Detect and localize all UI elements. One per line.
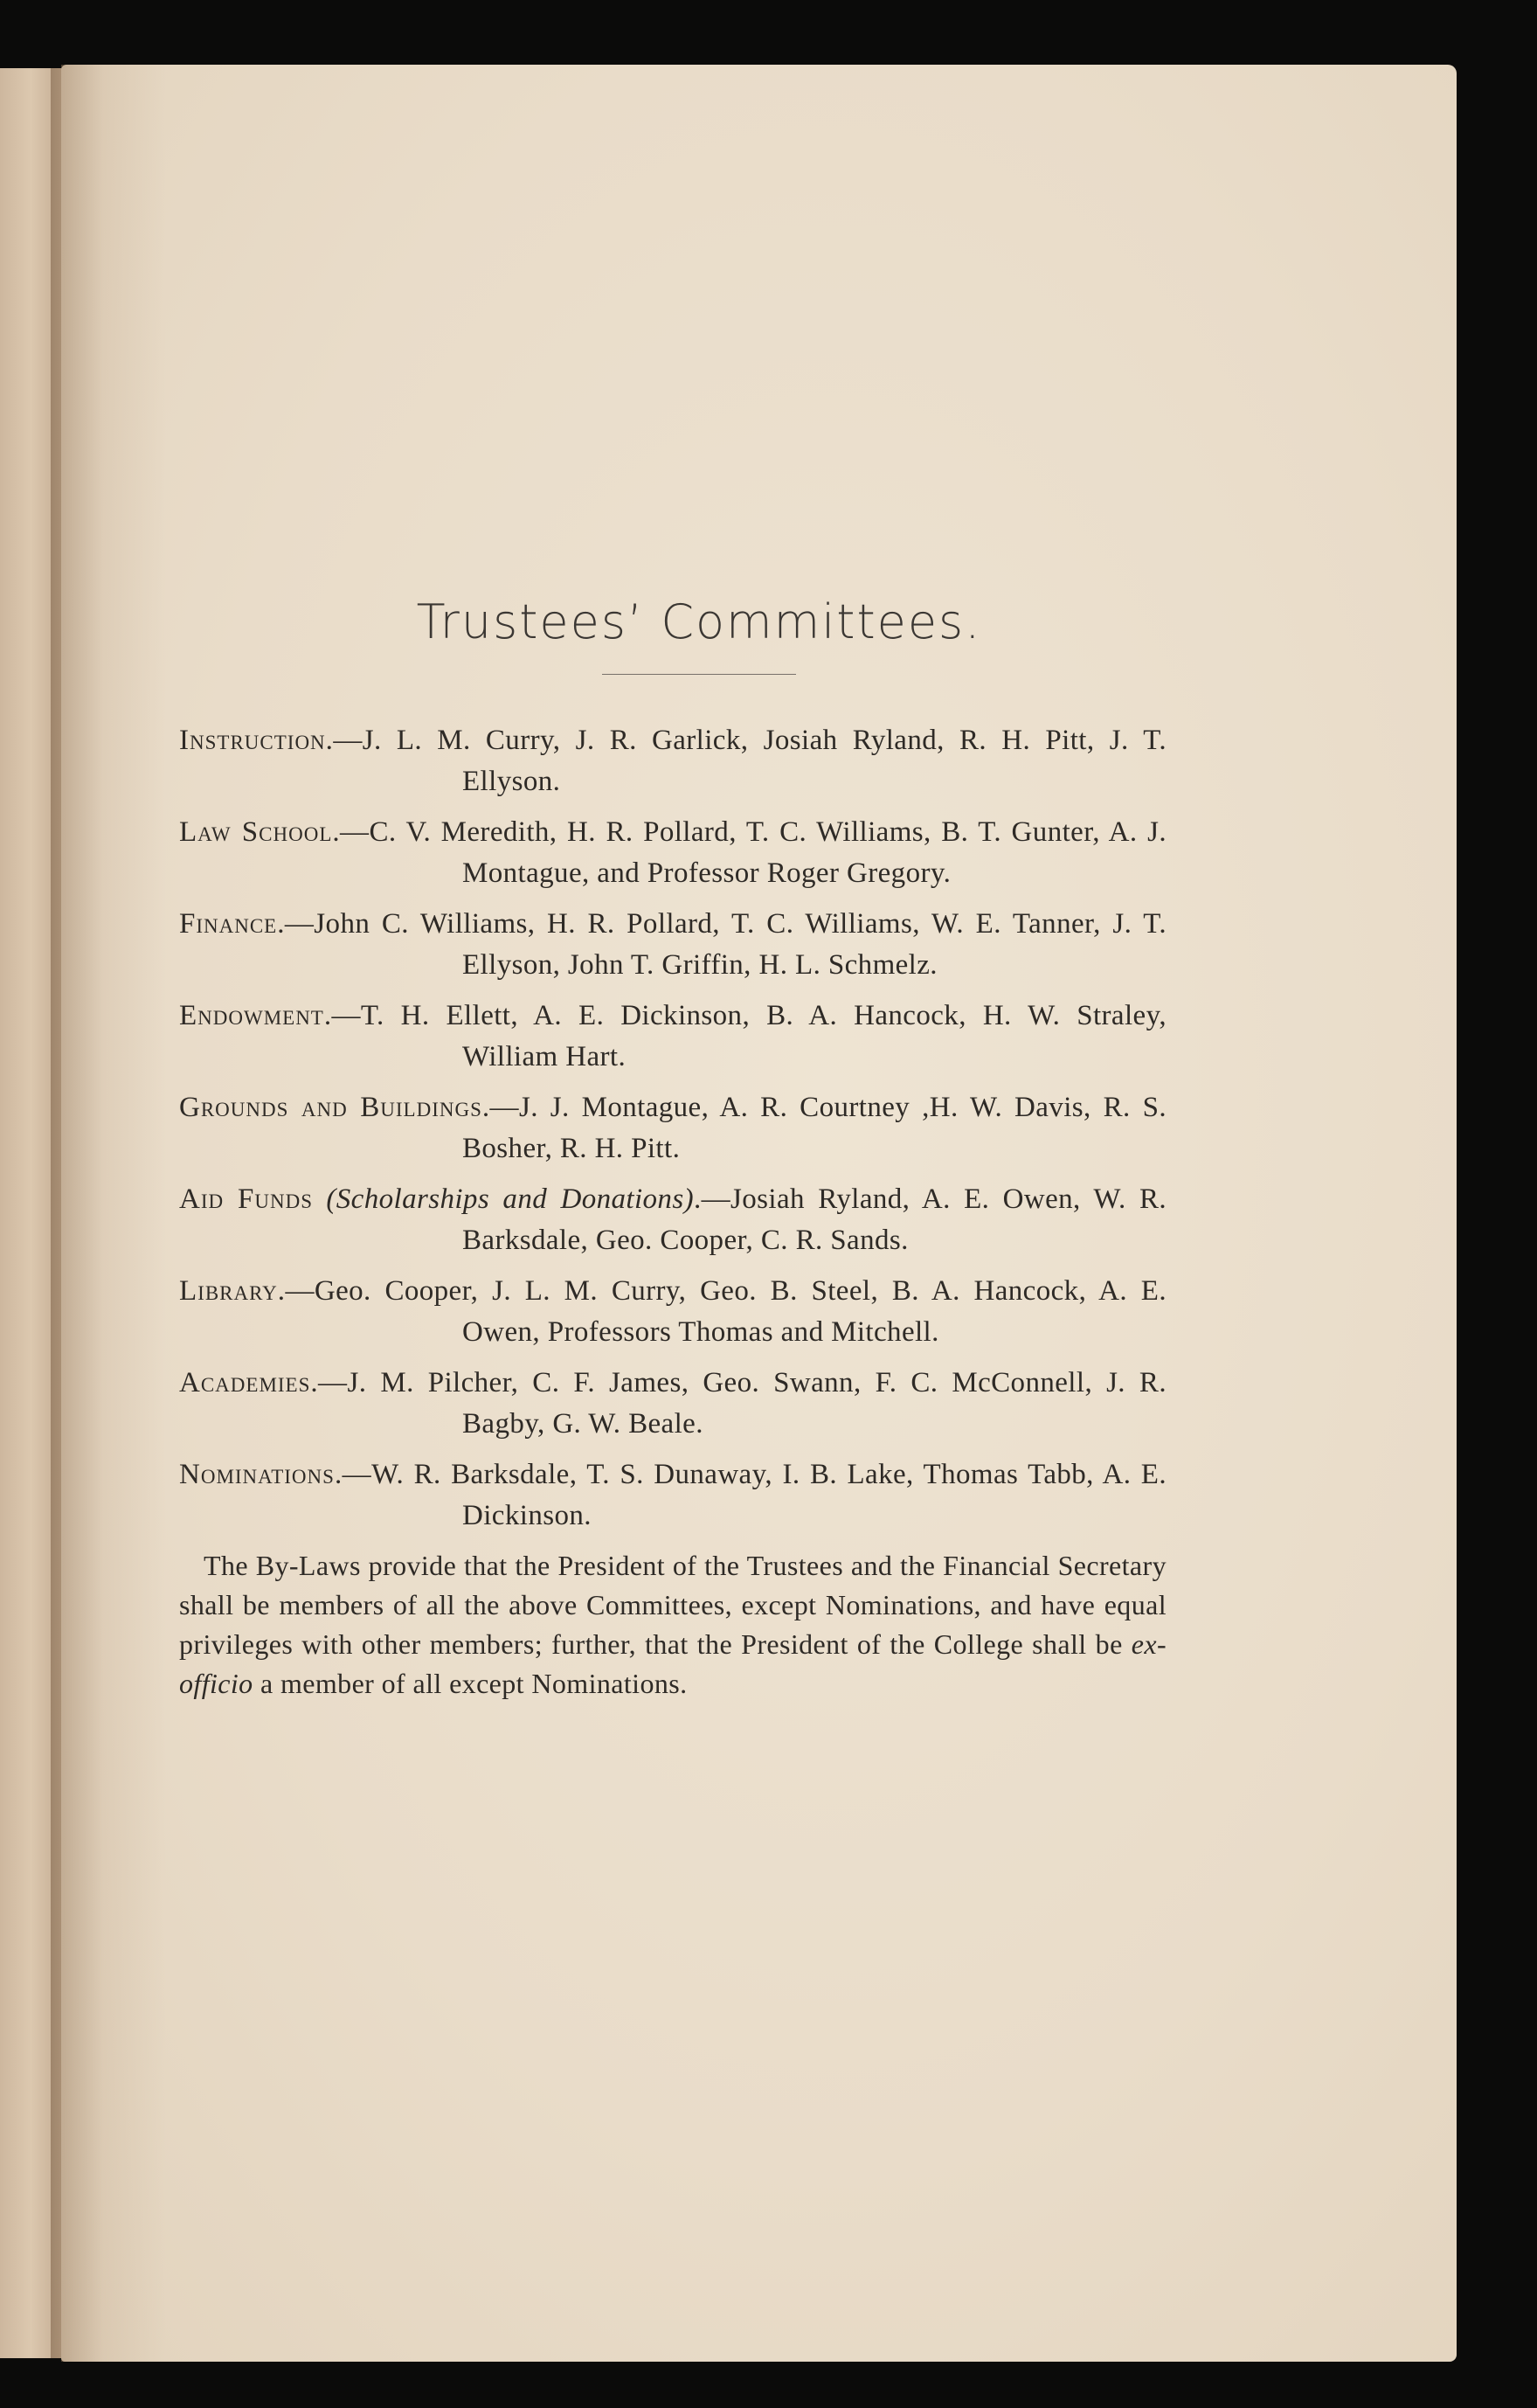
- committee-entry-academies: Academies.—J. M. Pilcher, C. F. James, Geo. Swann, F. C. McConnell, J. R. Bagby, G. W. Beale.: [179, 1367, 1167, 1440]
- committee-entry-endowment: Endowment.—T. H. Ellett, A. E. Dickinson, B. A. Hancock, H. W. Straley, William Hart.: [179, 1000, 1167, 1072]
- committee-entry-library: Library.—Geo. Cooper, J. L. M. Curry, Geo. B. Steel, B. A. Hancock, A. E. Owen, Professors Thomas and Mitchell.: [179, 1275, 1167, 1348]
- page-title: Trustees’ Committees.: [416, 594, 982, 649]
- committee-entry-grounds-and-buildings: Grounds and Buildings.—J. J. Montague, A. R. Courtney ,H. W. Davis, R. S. Bosher, R. H. Pitt.: [179, 1092, 1167, 1164]
- committee-members: John C. Williams, H. R. Pollard, T. C. Williams, W. E. Tanner, J. T. Ellyson, John T. Griffin, H. L. Schmelz.: [314, 908, 1167, 981]
- title-divider: [602, 674, 796, 675]
- committee-name: Finance: [179, 908, 278, 940]
- committee-name: Instruction: [179, 725, 326, 756]
- page-binding-shadow: [61, 65, 166, 2362]
- committee-members: J. L. M. Curry, J. R. Garlick, Josiah Ryland, R. H. Pitt, J. T. Ellyson.: [362, 725, 1167, 797]
- committee-entry-instruction: Instruction.—J. L. M. Curry, J. R. Garlick, Josiah Ryland, R. H. Pitt, J. T. Ellyson.: [179, 725, 1167, 797]
- committee-members: Geo. Cooper, J. L. M. Curry, Geo. B. Steel, B. A. Hancock, A. E. Owen, Professors Thomas and Mitchell.: [314, 1275, 1167, 1348]
- committee-name: Library: [179, 1275, 278, 1307]
- bylaws-note-text: The By-Laws provide that the President of the Trustees and the Financial Secretary shall be members of all the above Committees, except Nominations, and have equal privileges with other members; further, that the President of the College shall be: [179, 1550, 1167, 1660]
- committee-name: Grounds and Buildings: [179, 1092, 482, 1123]
- bylaws-note-text-end: a member of all except Nominations.: [253, 1668, 688, 1699]
- committee-name: Endowment: [179, 1000, 324, 1031]
- committee-qualifier: (Scholarships and Donations): [326, 1183, 694, 1215]
- committee-entry-aid-funds: Aid Funds (Scholarships and Donations).—Josiah Ryland, A. E. Owen, W. R. Barksdale, Geo. Cooper, C. R. Sands.: [179, 1183, 1167, 1256]
- committee-members: Josiah Ryland, A. E. Owen, W. R. Barksdale, Geo. Cooper, C. R. Sands.: [462, 1183, 1167, 1256]
- committee-entry-nominations: Nominations.—W. R. Barksdale, T. S. Dunaway, I. B. Lake, Thomas Tabb, A. E. Dickinson.: [179, 1459, 1167, 1531]
- committee-members: C. V. Meredith, H. R. Pollard, T. C. Williams, B. T. Gunter, A. J. Montague, and Professor Roger Gregory.: [369, 816, 1167, 889]
- committee-name: Academies: [179, 1367, 311, 1398]
- committee-entry-finance: Finance.—John C. Williams, H. R. Pollard, T. C. Williams, W. E. Tanner, J. T. Ellyson, John T. Griffin, H. L. Schmelz.: [179, 908, 1167, 981]
- committee-members: T. H. Ellett, A. E. Dickinson, B. A. Hancock, H. W. Straley, William Hart.: [360, 1000, 1167, 1072]
- committee-members: J. J. Montague, A. R. Courtney ,H. W. Davis, R. S. Bosher, R. H. Pitt.: [462, 1092, 1167, 1164]
- committee-name: Nominations: [179, 1459, 335, 1490]
- committee-name: Aid Funds: [179, 1183, 314, 1215]
- committee-members: J. M. Pilcher, C. F. James, Geo. Swann, F. C. McConnell, J. R. Bagby, G. W. Beale.: [347, 1367, 1167, 1440]
- committee-name: Law School: [179, 816, 333, 848]
- bylaws-note-italic: ex-officio: [179, 1628, 1167, 1699]
- bylaws-note: [179, 1546, 1167, 1704]
- page-content: [179, 594, 1167, 1731]
- committee-members: W. R. Barksdale, T. S. Dunaway, I. B. Lake, Thomas Tabb, A. E. Dickinson.: [371, 1459, 1167, 1531]
- committee-entry-law-school: Law School.—C. V. Meredith, H. R. Pollard, T. C. Williams, B. T. Gunter, A. J. Montague, and Professor Roger Gregory.: [179, 816, 1167, 889]
